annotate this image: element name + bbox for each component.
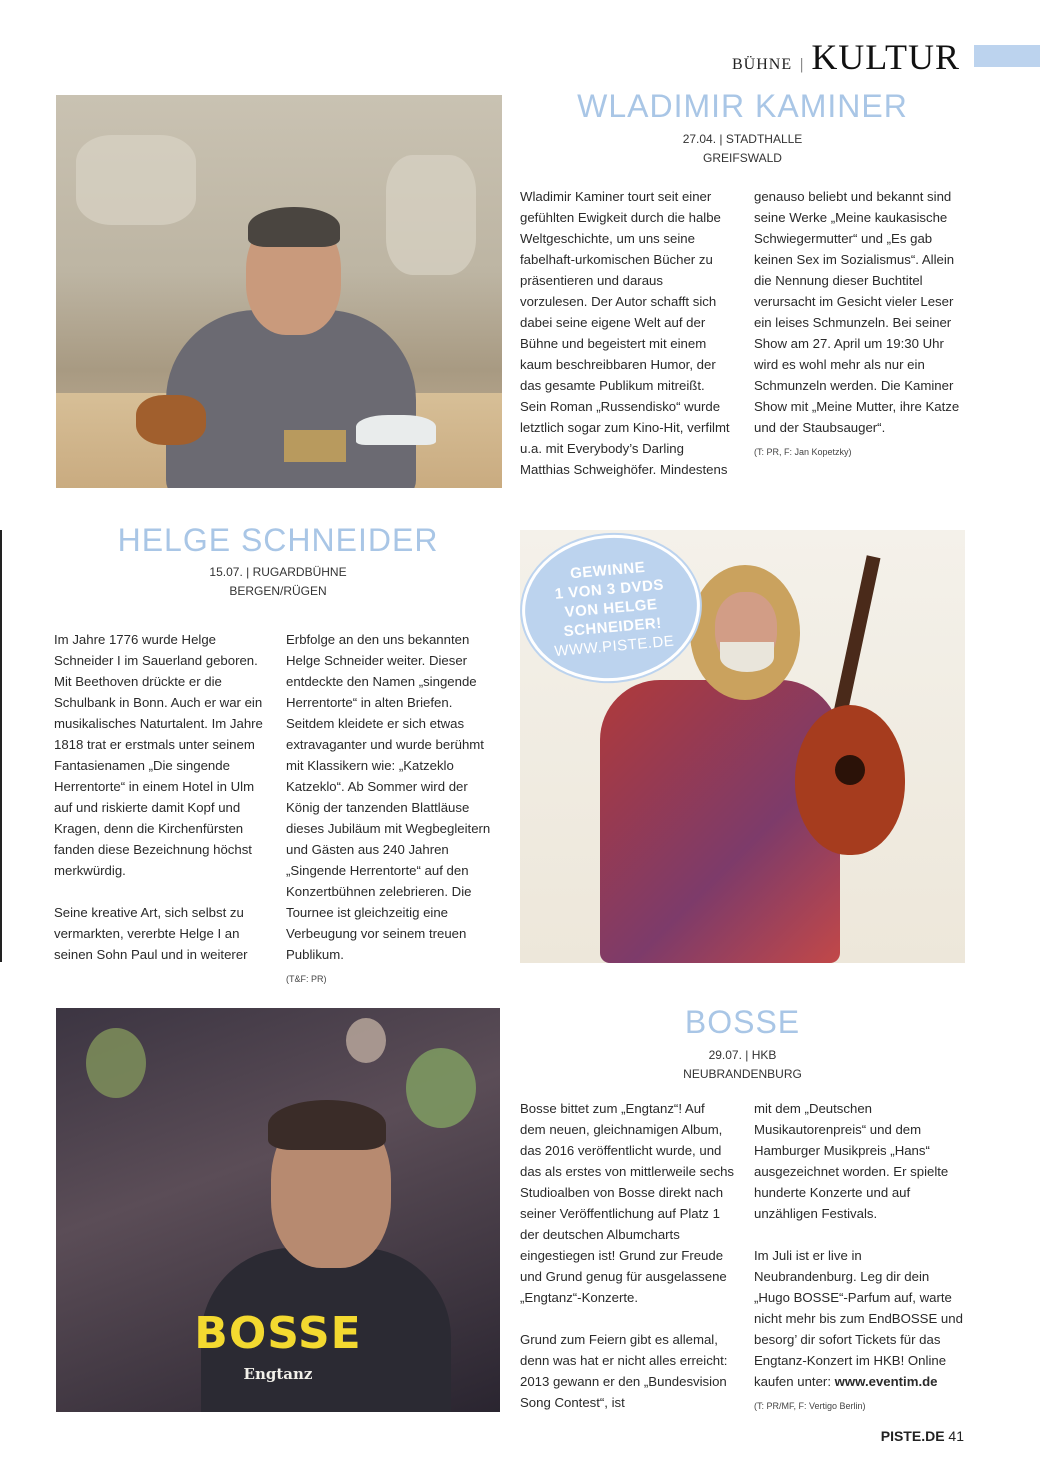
badge-line: VON HELGE bbox=[563, 595, 658, 621]
section-separator: | bbox=[800, 56, 804, 73]
guitar-neck bbox=[834, 555, 881, 714]
paragraph: Erbfolge an den uns bekannten Helge Schneider weiter. Dieser entdeckte den Namen „singende Herrentorte“ in alten Briefen. Seitdem kleidete er sich etwas extravaganter und wurde berühmt mit Klassikern wie: „Katzeklo Katzeklo“. Ab Sommer wird der König der tanzenden Blattläuse dieses Jubiläum mit Wegbegleitern und Gästen aus 240 Jahren „Singende Herrentorte“ auf den Konzertbühnen zelebrieren. Die Tournee ist gleichzeitig eine Verbeugung vor seinem treuen Publikum. bbox=[286, 632, 491, 962]
article-title: HELGE SCHNEIDER bbox=[117, 522, 439, 558]
article-meta bbox=[520, 130, 965, 168]
article-meta bbox=[56, 563, 500, 601]
margin-rule bbox=[0, 530, 2, 962]
page-number: 41 bbox=[948, 1428, 964, 1444]
toy-gate bbox=[284, 430, 346, 462]
photo-credit: (T: PR, F: Jan Kopetzky) bbox=[754, 447, 852, 457]
cover-artist-logo: BOSSE bbox=[194, 1308, 362, 1359]
photo-credit: (T: PR/MF, F: Vertigo Berlin) bbox=[754, 1401, 866, 1411]
article-column bbox=[754, 1098, 968, 1417]
eventim-link[interactable]: www.eventim.de bbox=[834, 1374, 938, 1389]
paragraph: Bosse bittet zum „Engtanz“! Auf dem neuen, gleichnamigen Album, das 2016 veröffentlicht wurde, und das als erstes von mittlerweile sechs Studioalben von Bosse direkt nach seiner Veröffentlichung auf Platz 1 der deutschen Albumcharts eingestiegen ist! Grund zur Freude und Grund genug für ausgelassene „Engtanz“-Konzerte. bbox=[520, 1101, 735, 1305]
footer-brand: PISTE.DE bbox=[880, 1428, 945, 1444]
header-accent-bar bbox=[974, 45, 1040, 67]
date-venue: 29.07. | HKB bbox=[708, 1048, 777, 1062]
city: GREIFSWALD bbox=[703, 151, 782, 165]
guitar-soundhole bbox=[835, 755, 865, 785]
paragraph: Wladimir Kaminer tourt seit einer gefühlten Ewigkeit durch die halbe Weltgeschichte, um uns seine fabelhaft-urkomischen Bücher zu präsentieren und daraus vorzulesen. Der Autor schafft sich dabei seine eigene Welt auf der Bühne und begeistert mit einem kaum beschreibbaren Humor, der das gesamte Publikum mitreißt. Sein Roman „Russendisko“ wurde letztlich sogar zum Kino-Hit, verfilmt u.a. mit Everybody’s Darling Matthias Schweighöfer. Mindestens bbox=[520, 189, 730, 477]
date-venue: 27.04. | STADTHALLE bbox=[682, 132, 803, 146]
wall-patch bbox=[386, 155, 476, 275]
badge-line: GEWINNE bbox=[569, 558, 646, 582]
paragraph: Seine kreative Art, sich selbst zu vermarkten, vererbte Helge I an seinen Sohn Paul und in weiterer bbox=[54, 905, 248, 962]
section-header bbox=[732, 36, 960, 78]
paragraph: mit dem „Deutschen Musikautorenpreis“ und dem Hamburger Musikpreis „Hans“ ausgezeichnet worden. Er spielte hunderte Konzerte und auf unzähligen Festivals. bbox=[754, 1101, 949, 1221]
paragraph: Grund zum Feiern gibt es allemal, denn was hat er nicht alles erreicht: 2013 gewann er den „Bundesvision Song Contest“, ist bbox=[520, 1332, 728, 1410]
toy-dog bbox=[136, 395, 206, 445]
bosse-album-cover bbox=[56, 1008, 500, 1412]
paragraph-text: Im Juli ist er live in Neubrandenburg. Leg dir dein „Hugo BOSSE“-Parfum auf, warte nicht mehr bis zum EndBOSSE und besorg’ dir sofort Tickets für das Engtanz-Konzert im HKB! Online kaufen unter: bbox=[754, 1248, 963, 1389]
badge-url[interactable]: WWW.PISTE.DE bbox=[553, 632, 675, 660]
section-title: KULTUR bbox=[811, 37, 960, 77]
article-title: WLADIMIR KAMINER bbox=[577, 88, 908, 124]
man-hair bbox=[248, 207, 340, 247]
badge-line: SCHNEIDER! bbox=[562, 614, 663, 640]
article-meta bbox=[520, 1046, 965, 1084]
article-column bbox=[520, 186, 734, 480]
article-title: BOSSE bbox=[684, 1004, 801, 1040]
section-label: BÜHNE bbox=[732, 56, 793, 73]
date-venue: 15.07. | RUGARDBÜHNE bbox=[209, 565, 347, 579]
photo-credit: (T&F: PR) bbox=[286, 974, 327, 984]
article-column bbox=[520, 1098, 734, 1413]
cover-album-title: Engtanz bbox=[243, 1365, 313, 1383]
kaminer-photo bbox=[56, 95, 502, 488]
city: BERGEN/RÜGEN bbox=[229, 584, 327, 598]
balloon bbox=[86, 1028, 146, 1098]
paragraph: genauso beliebt und bekannt sind seine Werke „Meine kaukasische Schwiegermutter“ und „Es gab keinen Sex im Sozialismus“. Allein die Nennung dieser Buchtitel verursacht im Gesicht vieler Leser ein leises Schmunzeln. Bei seiner Show am 27. April um 19:30 Uhr wird es wohl mehr als nur ein Schmunzeln werden. Die Kaminer Show mit „Meine Mutter, ihre Katze und der Staubsauger“. bbox=[754, 189, 960, 435]
badge-line: 1 VON 3 DVDS bbox=[554, 575, 665, 603]
paragraph: Im Jahre 1776 wurde Helge Schneider I im Sauerland geboren. Mit Beethoven drückte er die Schulbank in Bonn. Auch er war ein musikalisches Naturtalent. Im Jahre 1818 trat er erstmals unter seinem Fantasienamen „Die singende Herrentorte“ in einem Hotel in Ulm auf und riskierte damit Kopf und Kragen, denn die Kirchenfürsten fanden diese Bezeichnung höchst merkwürdig. bbox=[54, 632, 263, 878]
page-footer bbox=[881, 1428, 964, 1444]
city: NEUBRANDENBURG bbox=[683, 1067, 802, 1081]
wall-patch bbox=[76, 135, 196, 225]
helge-beard bbox=[720, 642, 774, 672]
article-column bbox=[54, 629, 270, 965]
toy-car bbox=[356, 415, 436, 445]
bosse-hair bbox=[268, 1100, 386, 1150]
article-column bbox=[754, 186, 968, 463]
paragraph bbox=[754, 1245, 968, 1392]
article-column bbox=[286, 629, 502, 990]
balloon bbox=[346, 1018, 386, 1063]
balloon bbox=[406, 1048, 476, 1128]
